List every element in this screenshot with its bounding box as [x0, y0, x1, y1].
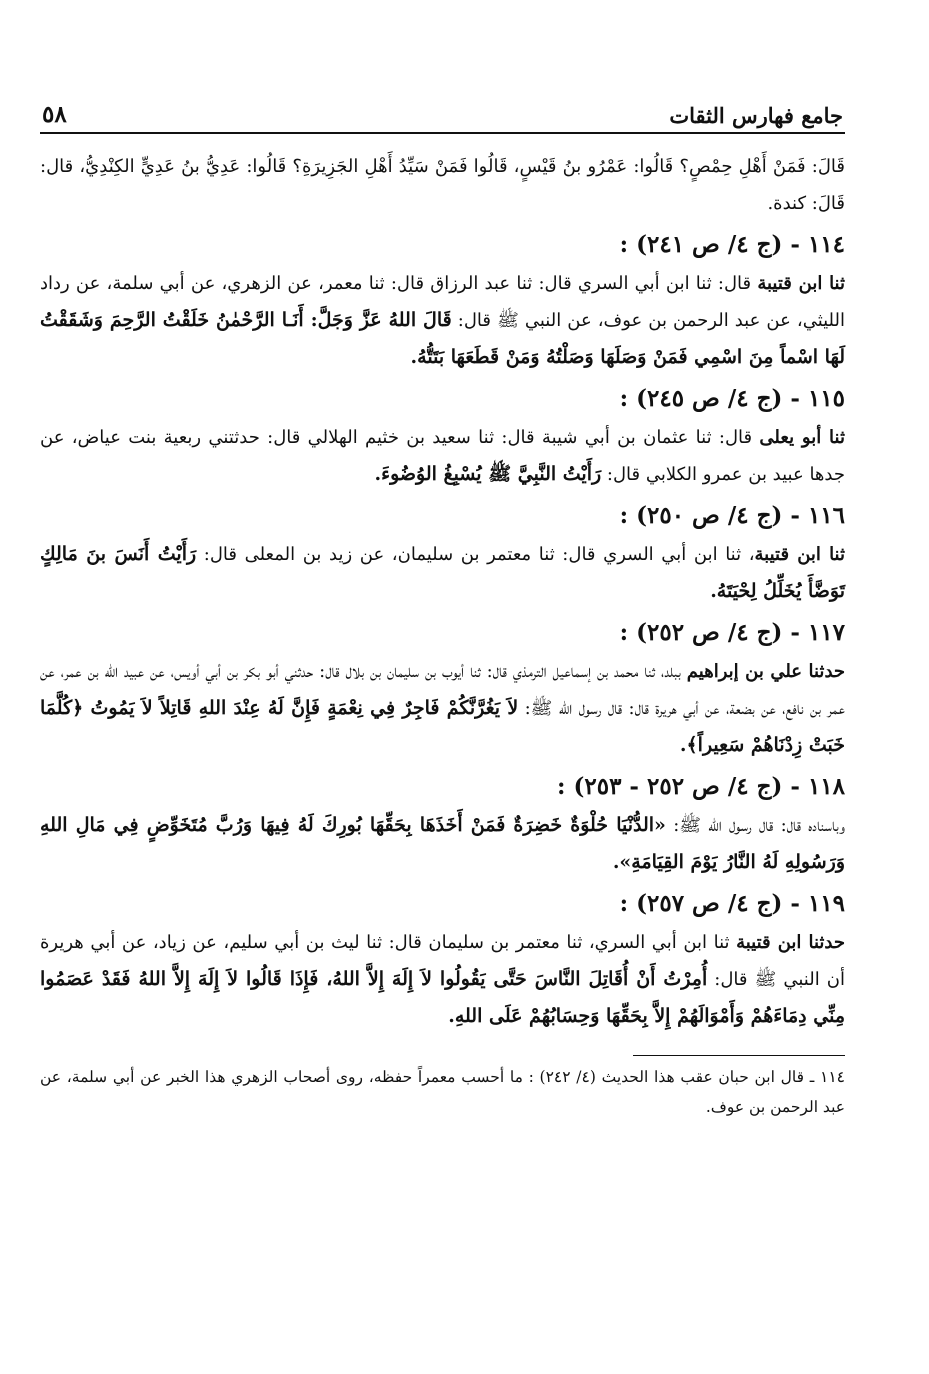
opening-paragraph: قَالَ: فَمَنْ أَهْلِ حِمْصٍ؟ قَالُوا: عَمْرُو بنُ قَيْسٍ، قَالُوا فَمَنْ سَيِّدُ أَهْلِ الجَزِيرَةِ؟ قَالُوا: عَدِيُّ بنُ عَدِيٍّ الكِنْدِيُّ، قال: قَالَ: كندة.: [40, 156, 845, 214]
hadith-text: قَالَ اللهُ عَزَّ وَجَلَّ: أَنَـا الرَّحْمٰنُ خَلَقْتُ الرَّحِمَ وَشَقَقْتُ لَهَا اسْماً مِنَ اسْمِي فَمَنْ وَصَلَهَا وَصَلْتُهُ وَمَنْ قَطَعَهَا بَتَتُّهُ.: [40, 309, 845, 368]
narrator-name: ثنا ابن قتيبة: [754, 544, 845, 565]
entry-117: [40, 612, 845, 764]
narrator-name: حدثنا علي بن إبراهيم: [686, 661, 846, 682]
hadith-text: «الدُّنْيَا حُلْوَةٌ خَضِرَةٌ فَمَنْ أَخَذَهَا بِحَقِّهَا بُورِكَ لَهُ فِيهَا وَرُبَّ مُتَخَوِّضٍ فِي مَالِ اللهِ وَرَسُولِهِ لَهُ النَّارُ يَوْمَ القِيَامَةِ».: [40, 814, 845, 873]
entry-text: [40, 924, 845, 1035]
entry-114: [40, 224, 845, 376]
hadith-text: أُمِرْتُ أَنْ أُقَاتِلَ النَّاسَ حَتَّى يَقُولُوا لاَ إِلَهَ إِلاَّ اللهُ، فَإِذَا قَالُوا لاَ إِلَهَ إِلاَّ اللهُ فَقَدْ عَصَمُوا مِنِّي دِمَاءَهُمْ وَأَمْوَالَهُمْ إِلاَّ بِحَقِّهَا وَحِسَابُهُمْ عَلَى اللهِ.: [40, 968, 845, 1027]
running-header: [40, 96, 845, 134]
entry-heading: ١١٦ - (ج ٤/ ص ٢٥٠) :: [619, 502, 845, 529]
footnote: ١١٤ ـ قال ابن حبان عقب هذا الحديث (٤/ ٢٤٢) : ما أحسب معمراً حفظه، روى أصحاب الزهري هذا الخبر عن أبي سلمة، عن عبد الرحمن بن عوف.: [40, 1068, 845, 1116]
hadith-text: رَأَيْتُ النَّبِيَّ ﷺ يُسْبِغُ الوُضُوءَ.: [374, 463, 602, 485]
narrator-name: ثنا ابن قتيبة: [757, 273, 845, 294]
running-title: جامع فهارس الثقات: [669, 103, 843, 128]
page-number: ٥٨: [42, 101, 67, 128]
footnote-separator: [633, 1055, 845, 1056]
isnad-chain: ببلد، ثنا محمد بن إسماعيل الترمذي قال: ثنا أيوب بن سليمان بن بلال قال: حدثني أبو بكر بن أبي أويس، عن عبيد الله بن عمر، عن عمر بن نافع، عن بضعة، عن أبي هريرة قال: قال رسول الله ﷺ:: [40, 661, 845, 719]
entry-heading: ١١٩ - (ج ٤/ ص ٢٥٧) :: [619, 890, 845, 917]
isnad-chain: قال: ثنا عثمان بن أبي شيبة قال: ثنا سعيد بن خثيم الهلالي قال: حدثتني ربعية بنت عياض، عن جدها عبيد بن عمرو الكلابي قال:: [40, 427, 845, 485]
entry-text: [40, 536, 845, 610]
hadith-text: رَأَيْتُ أَنَسَ بنَ مَالِكٍ تَوَضَّأَ يُخَلِّلُ لِحْيَتَهُ.: [40, 543, 845, 602]
entry-text: [40, 265, 845, 376]
entry-heading: ١١٤ - (ج ٤/ ص ٢٤١) :: [619, 231, 845, 258]
isnad-chain: ، ثنا ابن أبي السري قال: ثنا معتمر بن سليمان، عن زيد بن المعلى قال:: [196, 544, 755, 565]
entry-119: [40, 883, 845, 1035]
book-page: [40, 96, 845, 1138]
page-body: [40, 148, 845, 1122]
isnad-chain: وباسناده قال: قال رسول الله ﷺ:: [665, 815, 845, 836]
hadith-text: لاَ يَغُرَّنَّكُمْ فَاجِرٌ فِي نِعْمَةٍ فَإِنَّ لَهُ عِنْدَ اللهِ قَاتِلاً لاَ يَمُوتُ ﴿كُلَّمَا خَبَتْ زِدْنَاهُمْ سَعِيراً﴾.: [40, 697, 845, 756]
isnad-chain: ثنا ابن أبي السري، ثنا معتمر بن سليمان قال: ثنا ليث بن أبي سليم، عن زياد، عن أبي هريرة أن النبي ﷺ قال:: [40, 932, 845, 990]
entry-text: [40, 419, 845, 493]
entry-heading: ١١٧ - (ج ٤/ ص ٢٥٢) :: [619, 619, 845, 646]
entry-heading: ١١٥ - (ج ٤/ ص ٢٤٥) :: [619, 385, 845, 412]
narrator-name: ثنا أبو يعلى: [759, 427, 845, 448]
entry-118: [40, 766, 845, 881]
isnad-chain: قال: ثنا ابن أبي السري قال: ثنا عبد الرزاق قال: ثنا معمر، عن الزهري، عن أبي سلمة، عن رداد الليثي، عن عبد الرحمن بن عوف، عن النبي ﷺ قال:: [40, 273, 846, 331]
entry-text: [40, 807, 845, 881]
entry-heading: ١١٨ - (ج ٤/ ص ٢٥٢ - ٢٥٣) :: [556, 773, 845, 800]
entry-text: [40, 653, 845, 764]
entry-116: [40, 495, 845, 610]
entry-115: [40, 378, 845, 493]
narrator-name: حدثنا ابن قتيبة: [736, 932, 845, 953]
